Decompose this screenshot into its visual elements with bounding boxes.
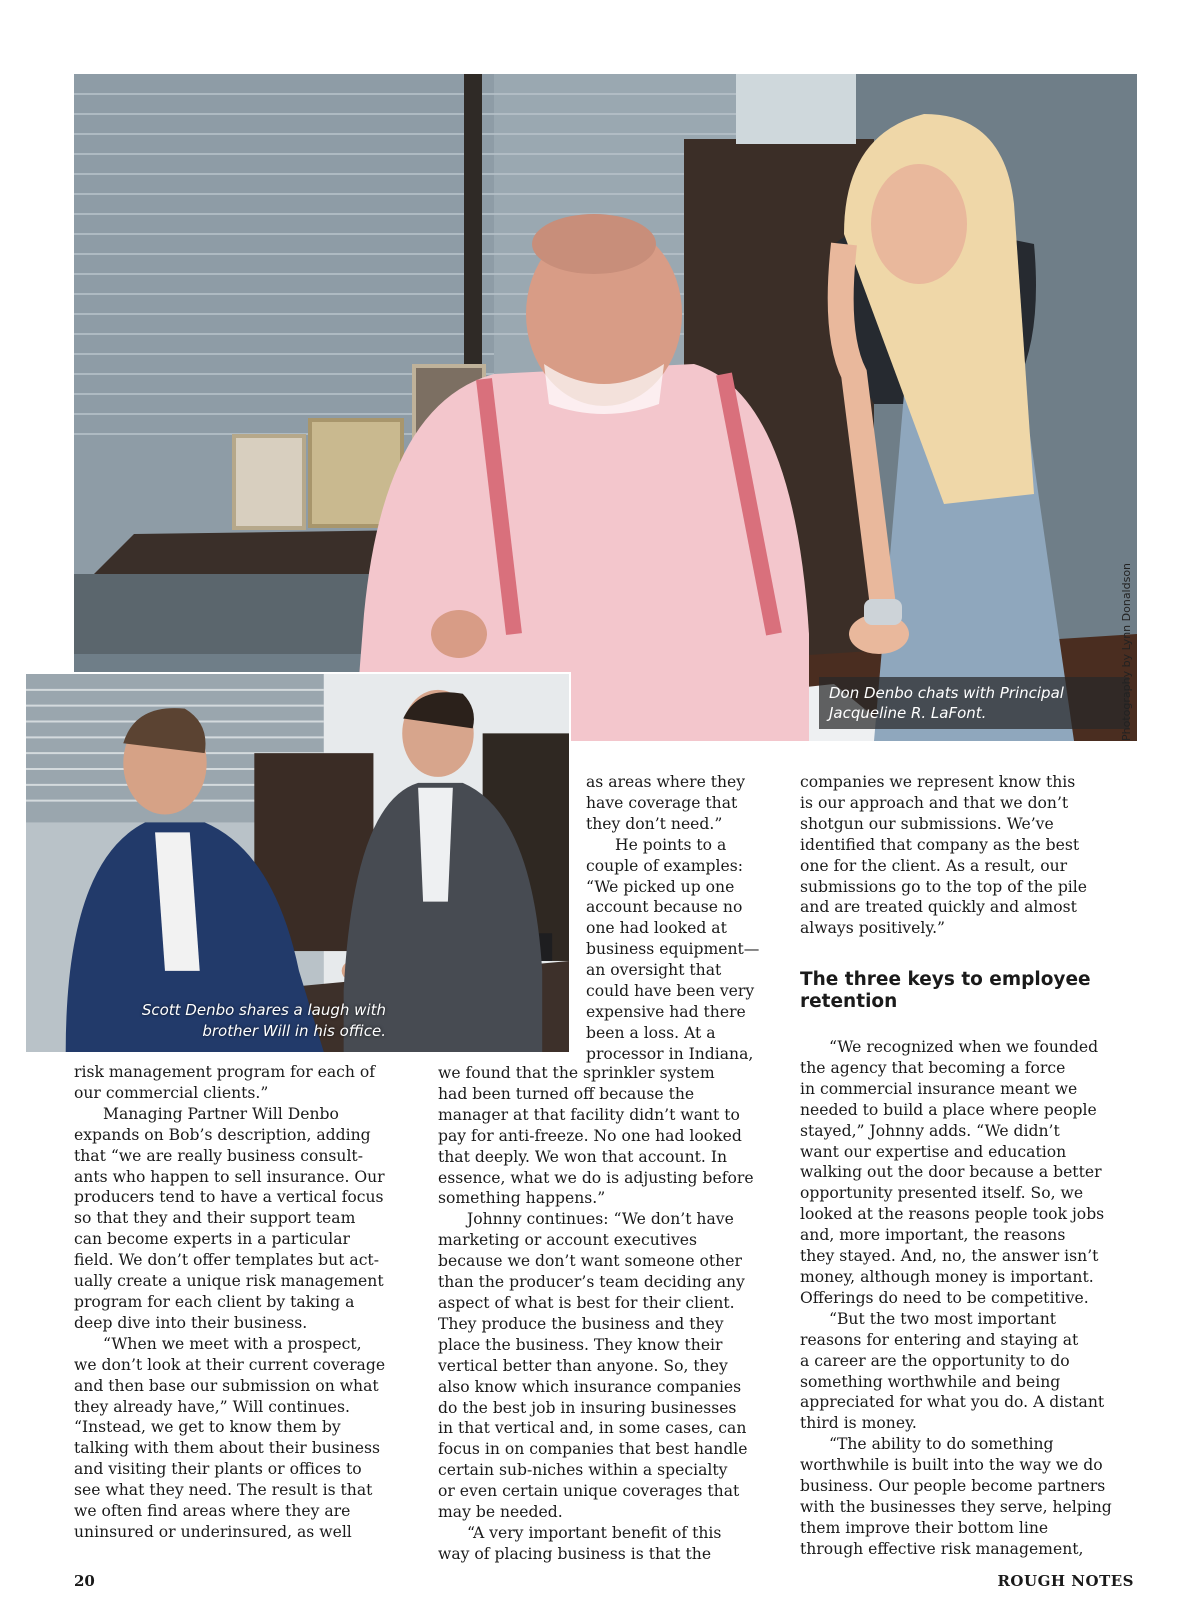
text-line: reasons for entering and staying at bbox=[800, 1330, 1079, 1349]
text-line: account because no bbox=[586, 898, 743, 917]
text-line: the agency that becoming a force bbox=[800, 1058, 1066, 1077]
text-line: “When we meet with a prospect, bbox=[103, 1334, 362, 1353]
text-line: one for the client. As a result, our bbox=[800, 856, 1068, 875]
text-line: way of placing business is that the bbox=[438, 1544, 712, 1563]
column-right-bottom bbox=[800, 1037, 1134, 1560]
text-line: Johnny continues: “We don’t have bbox=[467, 1210, 734, 1229]
text-line: He points to a bbox=[615, 835, 727, 854]
inset-photo-illustration bbox=[26, 674, 569, 1052]
text-line: “We recognized when we founded bbox=[829, 1038, 1099, 1056]
text-line: through effective risk management, bbox=[800, 1539, 1084, 1558]
page-number: 20 bbox=[74, 1572, 95, 1590]
text-line: deep dive into their business. bbox=[74, 1313, 308, 1332]
text-line: business. Our people become partners bbox=[800, 1477, 1106, 1496]
text-line: risk management program for each of bbox=[74, 1063, 376, 1081]
text-line: with the businesses they serve, helping bbox=[800, 1497, 1112, 1516]
text-line: “Instead, we get to know them by bbox=[74, 1418, 341, 1437]
text-line: can become experts in a particular bbox=[74, 1230, 350, 1249]
text-line: pay for anti-freeze. No one had looked bbox=[438, 1126, 742, 1145]
main-caption-line-2: Jacqueline R. LaFont. bbox=[829, 704, 987, 722]
text-line: looked at the reasons people took jobs bbox=[800, 1205, 1105, 1224]
text-line: our commercial clients.” bbox=[74, 1083, 269, 1102]
text-line: identified that company as the best bbox=[800, 835, 1080, 854]
text-line: we don’t look at their current coverage bbox=[74, 1355, 386, 1374]
text-line: Offerings do need to be competitive. bbox=[800, 1288, 1089, 1307]
text-line: we found that the sprinkler system bbox=[438, 1064, 715, 1082]
text-line: had been turned off because the bbox=[438, 1084, 695, 1103]
text-line: they stayed. And, no, the answer isn’t bbox=[800, 1247, 1099, 1266]
text-line: essence, what we do is adjusting before bbox=[438, 1168, 754, 1187]
column-right-top bbox=[800, 772, 1134, 939]
text-line: stayed,” Johnny adds. “We didn’t bbox=[800, 1121, 1060, 1140]
text-line: something happens.” bbox=[438, 1189, 606, 1208]
text-line: “But the two most important bbox=[829, 1309, 1057, 1328]
column-middle-top bbox=[586, 772, 786, 1065]
text-line: talking with them about their business bbox=[74, 1439, 381, 1458]
text-line: expands on Bob’s description, adding bbox=[74, 1125, 371, 1144]
text-line: “We picked up one bbox=[586, 877, 735, 896]
text-line: because we don’t want someone other bbox=[438, 1252, 742, 1271]
text-line: as areas where they bbox=[586, 773, 746, 791]
column-left bbox=[74, 1062, 412, 1543]
text-line: they already have,” Will continues. bbox=[74, 1397, 350, 1416]
text-line: so that they and their support team bbox=[74, 1209, 356, 1228]
text-line: focus in on companies that best handle bbox=[438, 1440, 748, 1459]
text-line: third is money. bbox=[800, 1414, 917, 1433]
magazine-name: ROUGH NOTES bbox=[997, 1572, 1134, 1590]
text-line: “The ability to do something bbox=[829, 1435, 1054, 1454]
text-line: vertical better than anyone. So, they bbox=[438, 1356, 728, 1375]
text-line: certain sub-niches within a specialty bbox=[438, 1461, 728, 1480]
text-line: been a loss. At a bbox=[586, 1023, 716, 1042]
text-line: producers tend to have a vertical focus bbox=[74, 1188, 384, 1207]
text-line: They produce the business and they bbox=[438, 1314, 724, 1333]
text-line: one had looked at bbox=[586, 919, 727, 938]
photo-credit: Photography by Lynn Donaldson bbox=[1120, 562, 1133, 741]
inset-photo bbox=[24, 672, 571, 1054]
text-line: is our approach and that we don’t bbox=[800, 793, 1069, 812]
text-line: ually create a unique risk management bbox=[74, 1272, 384, 1291]
text-line: “A very important benefit of this bbox=[467, 1523, 722, 1542]
text-line: in commercial insurance meant we bbox=[800, 1079, 1078, 1098]
text-line: ants who happen to sell insurance. Our bbox=[74, 1167, 385, 1186]
text-line: could have been very bbox=[586, 982, 755, 1001]
section-heading-line-1: The three keys to employee bbox=[800, 969, 1091, 990]
main-photo-illustration bbox=[74, 74, 1137, 741]
text-line: aspect of what is best for their client. bbox=[438, 1293, 735, 1312]
text-line: couple of examples: bbox=[586, 856, 743, 875]
text-line: and then base our submission on what bbox=[74, 1376, 379, 1395]
text-line: processor in Indiana, bbox=[586, 1044, 754, 1063]
text-line: and are treated quickly and almost bbox=[800, 898, 1077, 917]
text-line: a career are the opportunity to do bbox=[800, 1351, 1070, 1370]
text-line: manager at that facility didn’t want to bbox=[438, 1105, 740, 1124]
text-line: marketing or account executives bbox=[438, 1231, 698, 1250]
text-line: them improve their bottom line bbox=[800, 1518, 1049, 1537]
main-photo-caption bbox=[819, 677, 1129, 729]
section-heading bbox=[800, 969, 1120, 1013]
text-line: business equipment— bbox=[586, 940, 760, 959]
text-line: field. We don’t offer templates but act- bbox=[74, 1251, 379, 1270]
text-line: that “we are really business consult- bbox=[74, 1146, 363, 1165]
text-line: Managing Partner Will Denbo bbox=[103, 1104, 339, 1123]
text-line: that deeply. We won that account. In bbox=[438, 1147, 728, 1166]
text-line: money, although money is important. bbox=[800, 1267, 1094, 1286]
text-line: shotgun our submissions. We’ve bbox=[800, 814, 1054, 833]
text-line: see what they need. The result is that bbox=[74, 1481, 373, 1500]
text-line: have coverage that bbox=[586, 793, 738, 812]
text-line: we often find areas where they are bbox=[74, 1502, 351, 1521]
section-heading-line-2: retention bbox=[800, 991, 898, 1012]
main-photo bbox=[74, 74, 1137, 741]
text-line: than the producer’s team deciding any bbox=[438, 1273, 745, 1292]
text-line: uninsured or underinsured, as well bbox=[74, 1522, 352, 1541]
text-line: or even certain unique coverages that bbox=[438, 1482, 740, 1501]
main-caption-line-1: Don Denbo chats with Principal bbox=[829, 684, 1064, 702]
text-line: and visiting their plants or offices to bbox=[74, 1460, 362, 1479]
text-line: appreciated for what you do. A distant bbox=[800, 1393, 1105, 1412]
text-line: walking out the door because a better bbox=[800, 1163, 1102, 1182]
inset-caption-line-1: Scott Denbo shares a laugh with bbox=[141, 1001, 386, 1019]
text-line: needed to build a place where people bbox=[800, 1100, 1097, 1119]
text-line: they don’t need.” bbox=[586, 814, 723, 833]
inset-photo-caption bbox=[116, 1000, 386, 1042]
text-line: program for each client by taking a bbox=[74, 1292, 355, 1311]
text-line: do the best job in insuring businesses bbox=[438, 1398, 737, 1417]
text-line: also know which insurance companies bbox=[438, 1377, 742, 1396]
text-line: worthwhile is built into the way we do bbox=[800, 1456, 1103, 1475]
text-line: place the business. They know their bbox=[438, 1335, 723, 1354]
text-line: opportunity presented itself. So, we bbox=[800, 1184, 1084, 1203]
text-line: submissions go to the top of the pile bbox=[800, 877, 1088, 896]
text-line: and, more important, the reasons bbox=[800, 1226, 1066, 1245]
text-line: always positively.” bbox=[800, 919, 946, 938]
text-line: may be needed. bbox=[438, 1503, 563, 1522]
text-line: an oversight that bbox=[586, 961, 722, 980]
text-line: in that vertical and, in some cases, can bbox=[438, 1419, 747, 1438]
text-line: want our expertise and education bbox=[800, 1142, 1067, 1161]
column-middle-bottom bbox=[438, 1063, 776, 1565]
text-line: something worthwhile and being bbox=[800, 1372, 1061, 1391]
text-line: expensive had there bbox=[586, 1002, 746, 1021]
inset-caption-line-2: brother Will in his office. bbox=[202, 1022, 386, 1040]
text-line: companies we represent know this bbox=[800, 773, 1076, 791]
